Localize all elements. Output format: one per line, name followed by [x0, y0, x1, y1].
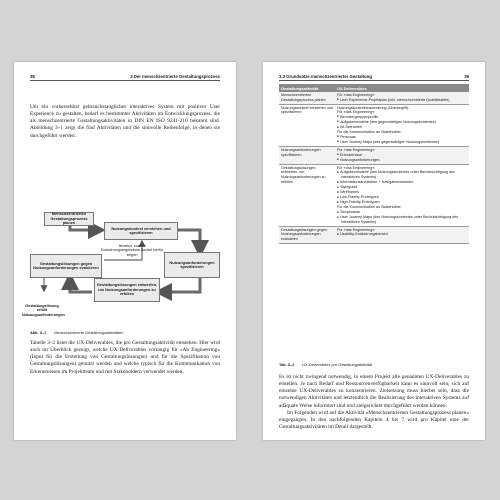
- ux-deliverables-table: [279, 84, 469, 244]
- deliverable-item: ■ Storyboards: [337, 210, 467, 215]
- box-plan-process: Menschzentrierten Gestaltungsprozess planen: [44, 212, 94, 226]
- deliverable-item: ■ Informationsarchitektur + Navigationsstruktur: [337, 180, 467, 185]
- arrow-plan-to-context: [70, 226, 100, 230]
- deliverable-item: ■ Nutzungsanforderungen: [337, 158, 467, 163]
- deliverable-item: ■ User Journey Maps (des gegenwärtigen Nutzungskontextes): [337, 140, 467, 145]
- deliverable-group-label: Für »das Engineering«:: [337, 227, 376, 232]
- table-row: [279, 92, 469, 104]
- end-label: Gestaltungslösung erfüllt Nutzungsanforderungen: [22, 304, 65, 317]
- activity-cell: Gestaltungslösungen gegen Nutzungsanforderungen evaluieren: [279, 226, 335, 243]
- deliverable-item: ■ High-Fidelity-Prototypen: [337, 200, 467, 205]
- arrow-context-to-requirements: [178, 230, 200, 252]
- section-heading: 3 Der menschzentrierte Gestaltungsprozess: [130, 74, 220, 79]
- table-row: [279, 104, 469, 146]
- body-paragraph: [30, 340, 220, 376]
- deliverable-group-label: Für »das Engineering«:: [337, 93, 376, 97]
- deliverable-item: ■ Wireframes: [337, 190, 467, 195]
- table-caption: [279, 362, 469, 367]
- deliverables-cell: [335, 226, 469, 243]
- iteration-label: Iteration, sowohl Evaluierungsergebnisse Bedarf hierfür zeigen: [100, 244, 164, 257]
- box-evaluate-solutions: Gestaltungslösungen gegen Nutzungsanforderungen evaluieren: [30, 254, 102, 278]
- activity-cell: Gestaltungslösungen entwerfen, um Nutzungsanforderungen zu erfüllen: [279, 164, 335, 226]
- deliverable-group-label: Für die Kommunikation an Stakeholder:: [337, 205, 402, 210]
- deliverable-group-label: Für »das Engineering«:: [337, 110, 376, 115]
- arrow-requirements-to-design: [160, 278, 200, 292]
- body-paragraphs: [279, 374, 469, 431]
- deliverable-item: ■ Aufgabenmodelle (des Nutzungskontextes unter Berücksichtigung des interaktiven Systems): [337, 170, 467, 180]
- intro-text: Um ein vorhersehbar gebrauchstaugliches interaktives System mit positiver User Experience zu gestalten, bedarf es bestimmter Aktivitäten im Entwicklungsprozess, die als menschzentrierte Gestaltungsaktivitäten in DIN EN ISO 9241-210 bekannt sind. Abbildung 3–1 zeigt die fünf Aktivitäten und die sinnvolle Reihenfolge, in denen sie durchgeführt werden.: [30, 104, 220, 139]
- deliverable-item: ■ Erfordernisse: [337, 153, 467, 158]
- deliverables-cell: [335, 146, 469, 164]
- table-header-deliverables: UX-Deliverables: [335, 84, 469, 92]
- body-paragraph-2: Im Folgenden wird auf die Aktivität »Menschzentrierten Gestaltungsprozess planen« eingegangen. In den nachfolgenden Kapiteln 4 bis 7 wird pro Kapitel eine der Gestaltungsaktivitäten im Detail dargestellt.: [279, 409, 469, 431]
- section-heading: 3.3 Grundsätze menschzentrierter Gestaltung: [279, 74, 372, 79]
- deliverable-group-label: Nutzungskontextbeschreibung (Überbegriff):: [337, 105, 410, 110]
- left-page: [14, 62, 236, 440]
- table-body: [279, 92, 469, 243]
- process-diagram: [30, 212, 220, 304]
- deliverable-item: ■ Usability-Evaluierungsbericht: [337, 232, 467, 237]
- deliverable-item: ■ Benutzergruppenprofile: [337, 115, 467, 120]
- body-paragraph-1: Es ist nicht zwingend notwendig, in einem Projekt alle genannten UX-Deliverables zu erstellen. Je nach Bedarf und Ressourcenverfügbarkeit kann es sinnvoll sein, sich auf einzelne UX-Deliverables zu konzentrieren. Zielsetzung muss hierbei sein, dass die notwendigen Aktivitäten und letztendlich die Realisierung des interaktiven Systems auf adäquate Weise informiert sind und zielgerichtet durchgeführt werden können.: [279, 374, 469, 409]
- figure-caption-label: Abb. 3–1: [30, 330, 47, 335]
- box-design-solutions: Gestaltungslösungen entwerfen, um Nutzungsanforderungen zu erfüllen: [94, 278, 160, 302]
- running-head: [30, 72, 220, 81]
- table-caption-label: Tab. 3–2: [279, 362, 295, 367]
- arrow-design-to-evaluate: [70, 278, 92, 292]
- body-text: Tabelle 3–2 listet die UX-Deliverables, die pro Gestaltungsaktivität entstehen. Hier wird auch im Überblick gezeigt, welche UX-Deliverables vorrangig für »Ab Engineering« (Input für die Erstellung von Gestaltungslösungen) und für die Spezifikation von Gestaltungslösungen) genutzt werden und welche typisch für die Kommunikation von Erkenntnissen im Projektteam und mit Stakeholdern verwendet werden.: [30, 340, 220, 375]
- deliverable-item: ■ Styleguide: [337, 185, 467, 190]
- box-understand-context: Nutzungskontext verstehen und spezifizieren: [104, 222, 178, 240]
- box-specify-requirements: Nutzungsanforderungen spezifizieren: [164, 252, 220, 278]
- deliverable-item: ■ Ist-Szenarien: [337, 125, 467, 130]
- table-header-row: [279, 84, 469, 92]
- deliverable-group-label: Für »das Engineering«:: [337, 147, 376, 152]
- page-number: 38: [30, 74, 35, 79]
- figure-caption-text: Menschzentrierte Gestaltungsaktivitäten: [54, 330, 124, 335]
- activity-cell: Menschzentrierten Gestaltungsprozess planen: [279, 92, 335, 104]
- activity-cell: Nutzungskontext verstehen und spezifizieren: [279, 104, 335, 146]
- deliverable-item: ■ User Journey Maps (des Nutzungskontextes unter Berücksichtigung des interaktiven Systems): [337, 215, 467, 225]
- intro-paragraph: [30, 104, 220, 140]
- deliverable-group-label: Für die Kommunikation an Stakeholder:: [337, 130, 402, 135]
- deliverable-group-label: Für »das Engineering«:: [337, 165, 376, 170]
- deliverable-item: ■ User Experience-Projektplan (inkl. menschzentrierte Qualitätsziele): [337, 98, 467, 103]
- page-number: 39: [464, 74, 469, 79]
- deliverables-cell: [335, 104, 469, 146]
- table-row: [279, 164, 469, 226]
- deliverables-cell: [335, 92, 469, 104]
- activity-cell: Nutzungsanforderungen spezifizieren: [279, 146, 335, 164]
- deliverable-item: ■ Low-Fidelity-Prototypen: [337, 195, 467, 200]
- right-page: [263, 62, 485, 440]
- table-row: [279, 226, 469, 243]
- table-header-activity: Gestaltungsaktivität: [279, 84, 335, 92]
- figure-caption: [30, 330, 220, 335]
- table-row: [279, 146, 469, 164]
- table-caption-text: UX-Deliverables pro Gestaltungsaktivität: [302, 362, 373, 367]
- deliverable-item: ■ Aufgabenmodelle (des gegenwärtigen Nutzungskontextes): [337, 120, 467, 125]
- running-head: [279, 72, 469, 81]
- deliverable-item: ■ Personas: [337, 135, 467, 140]
- deliverables-cell: [335, 164, 469, 226]
